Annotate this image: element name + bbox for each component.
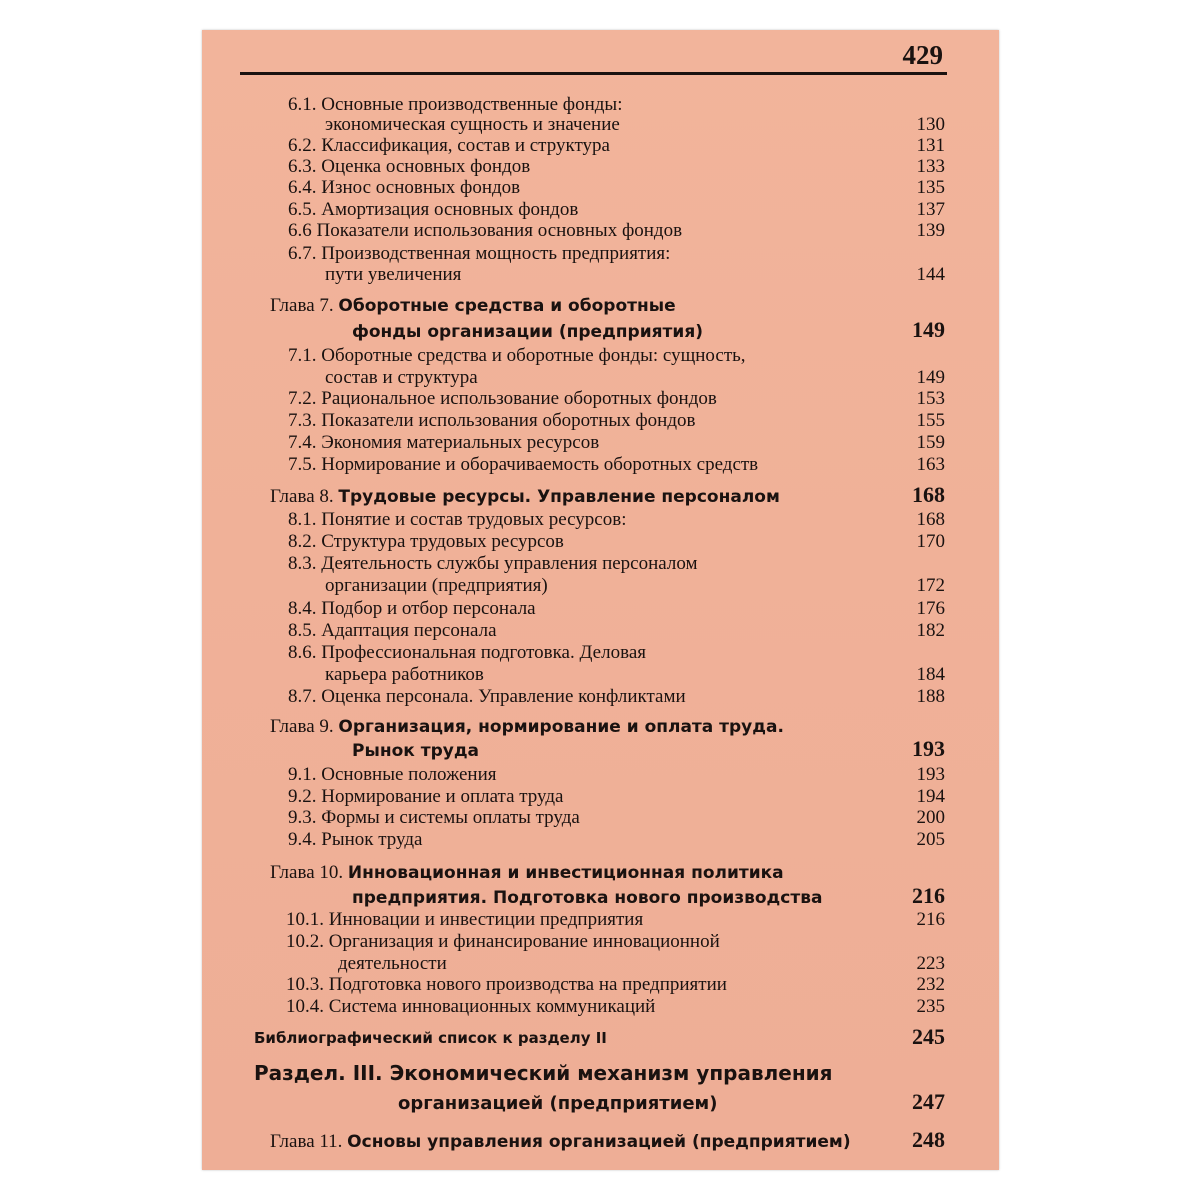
chapter-11-page: 248 [912, 1127, 945, 1152]
chapter-7-page: 149 [912, 317, 945, 342]
toc-entry-7-2: 7.2. Рациональное использование оборотных фондов [288, 388, 717, 409]
chapter-9-page: 193 [912, 736, 945, 761]
toc-entry-8-5: 8.5. Адаптация персонала [288, 620, 497, 641]
toc-entry-6-4: 6.4. Износ основных фондов [288, 177, 521, 198]
chapter-10-label: Глава 10. [270, 862, 344, 883]
part-3-heading: Раздел. III. Экономический механизм управления [254, 1061, 833, 1085]
toc-entry-6-2: 6.2. Классификация, состав и структура [288, 135, 610, 156]
toc-entry-8-1: 8.1. Понятие и состав трудовых ресурсов: [288, 509, 627, 530]
toc-page-6-7: 144 [916, 264, 945, 285]
toc-entry-8-6-cont: карьера работников [325, 664, 484, 685]
toc-page-10-3: 232 [916, 974, 945, 995]
chapter-9-heading [270, 716, 784, 738]
toc-entry-6-6: 6.6 Показатели использования основных фондов [288, 220, 683, 241]
toc-page-6-5: 137 [916, 199, 945, 220]
toc-page-6-4: 135 [916, 177, 945, 198]
toc-page-10-4: 235 [916, 996, 945, 1017]
toc-entry-8-3: 8.3. Деятельность службы управления персоналом [288, 553, 698, 574]
toc-page-8-3: 172 [916, 575, 945, 596]
toc-page-8-5: 182 [916, 620, 945, 641]
chapter-10-title-cont: предприятия. Подготовка нового производства [352, 888, 823, 908]
toc-page-7-2: 153 [916, 388, 945, 409]
toc-entry-6-7: 6.7. Производственная мощность предприятия: [288, 243, 671, 264]
chapter-8-label: Глава 8. [270, 486, 334, 507]
part-3-heading-cont: организацией (предприятием) [398, 1093, 718, 1114]
chapter-11-label: Глава 11. [270, 1131, 343, 1152]
toc-entry-7-3: 7.3. Показатели использования оборотных фондов [288, 410, 696, 431]
toc-page-8-4: 176 [916, 598, 945, 619]
toc-entry-10-4: 10.4. Система инновационных коммуникаций [286, 996, 656, 1017]
toc-entry-6-1: 6.1. Основные производственные фонды: [288, 94, 623, 115]
toc-page-9-2: 194 [916, 786, 945, 807]
toc-page-8-2: 170 [916, 531, 945, 552]
toc-entry-9-4: 9.4. Рынок труда [288, 829, 423, 850]
toc-entry-6-7-cont: пути увеличения [325, 264, 462, 285]
toc-page-10-1: 216 [916, 909, 945, 930]
chapter-10-page: 216 [912, 883, 945, 908]
toc-page-9-4: 205 [916, 829, 945, 850]
toc-page-8-6: 184 [916, 664, 945, 685]
toc-entry-10-1: 10.1. Инновации и инвестиции предприятия [286, 909, 644, 930]
part-3-page: 247 [912, 1089, 945, 1114]
toc-page-7-3: 155 [916, 410, 945, 431]
toc-page-6-1: 130 [916, 114, 945, 135]
book-page [202, 30, 999, 1170]
toc-entry-10-2: 10.2. Организация и финансирование инновационной [286, 931, 720, 952]
bibliography-heading: Библиографический список к разделу II [254, 1029, 607, 1047]
chapter-7-label: Глава 7. [270, 295, 334, 316]
toc-page-7-4: 159 [916, 432, 945, 453]
toc-page-7-5: 163 [916, 454, 945, 475]
chapter-8-page: 168 [912, 482, 945, 507]
chapter-10-title: Инновационная и инвестиционная политика [347, 863, 784, 883]
toc-page-8-1: 168 [916, 509, 945, 530]
toc-entry-8-6: 8.6. Профессиональная подготовка. Деловая [288, 642, 646, 663]
toc-page-9-3: 200 [916, 807, 945, 828]
chapter-8-title: Трудовые ресурсы. Управление персоналом [338, 487, 780, 507]
toc-entry-7-4: 7.4. Экономия материальных ресурсов [288, 432, 600, 453]
toc-page-6-3: 133 [916, 156, 945, 177]
toc-entry-6-1-cont: экономическая сущность и значение [325, 114, 620, 135]
chapter-10-heading [270, 862, 784, 884]
bibliography-page: 245 [912, 1024, 945, 1049]
chapter-11-title: Основы управления организацией (предприятием) [347, 1132, 851, 1152]
toc-entry-7-5: 7.5. Нормирование и оборачиваемость оборотных средств [288, 454, 759, 475]
toc-entry-9-2: 9.2. Нормирование и оплата труда [288, 786, 564, 807]
toc-entry-7-1: 7.1. Оборотные средства и оборотные фонды: сущность, [288, 345, 746, 366]
chapter-9-label: Глава 9. [270, 716, 334, 737]
toc-entry-10-2-cont: деятельности [338, 953, 447, 974]
toc-entry-9-3: 9.3. Формы и системы оплаты труда [288, 807, 580, 828]
chapter-9-title: Организация, нормирование и оплата труда. [338, 717, 784, 737]
toc-entry-8-7: 8.7. Оценка персонала. Управление конфликтами [288, 686, 686, 707]
toc-entry-9-1: 9.1. Основные положения [288, 764, 497, 785]
header-rule [240, 72, 947, 75]
chapter-8-heading [270, 486, 780, 508]
toc-page-6-2: 131 [916, 135, 945, 156]
page-number: 429 [902, 40, 943, 70]
chapter-7-title: Оборотные средства и оборотные [338, 296, 676, 316]
toc-entry-7-1-cont: состав и структура [325, 367, 478, 388]
toc-entry-8-2: 8.2. Структура трудовых ресурсов [288, 531, 564, 552]
toc-entry-10-3: 10.3. Подготовка нового производства на предприятии [286, 974, 727, 995]
toc-page-6-6: 139 [916, 220, 945, 241]
toc-page-9-1: 193 [916, 764, 945, 785]
chapter-11-heading [270, 1131, 851, 1153]
toc-page-7-1: 149 [916, 367, 945, 388]
chapter-7-heading [270, 295, 676, 317]
toc-page-10-2: 223 [916, 953, 945, 974]
toc-entry-6-3: 6.3. Оценка основных фондов [288, 156, 531, 177]
chapter-9-title-cont: Рынок труда [352, 741, 480, 761]
toc-page-8-7: 188 [916, 686, 945, 707]
toc-entry-6-5: 6.5. Амортизация основных фондов [288, 199, 579, 220]
toc-entry-8-4: 8.4. Подбор и отбор персонала [288, 598, 536, 619]
chapter-7-title-cont: фонды организации (предприятия) [352, 322, 703, 342]
toc-entry-8-3-cont: организации (предприятия) [325, 575, 548, 596]
